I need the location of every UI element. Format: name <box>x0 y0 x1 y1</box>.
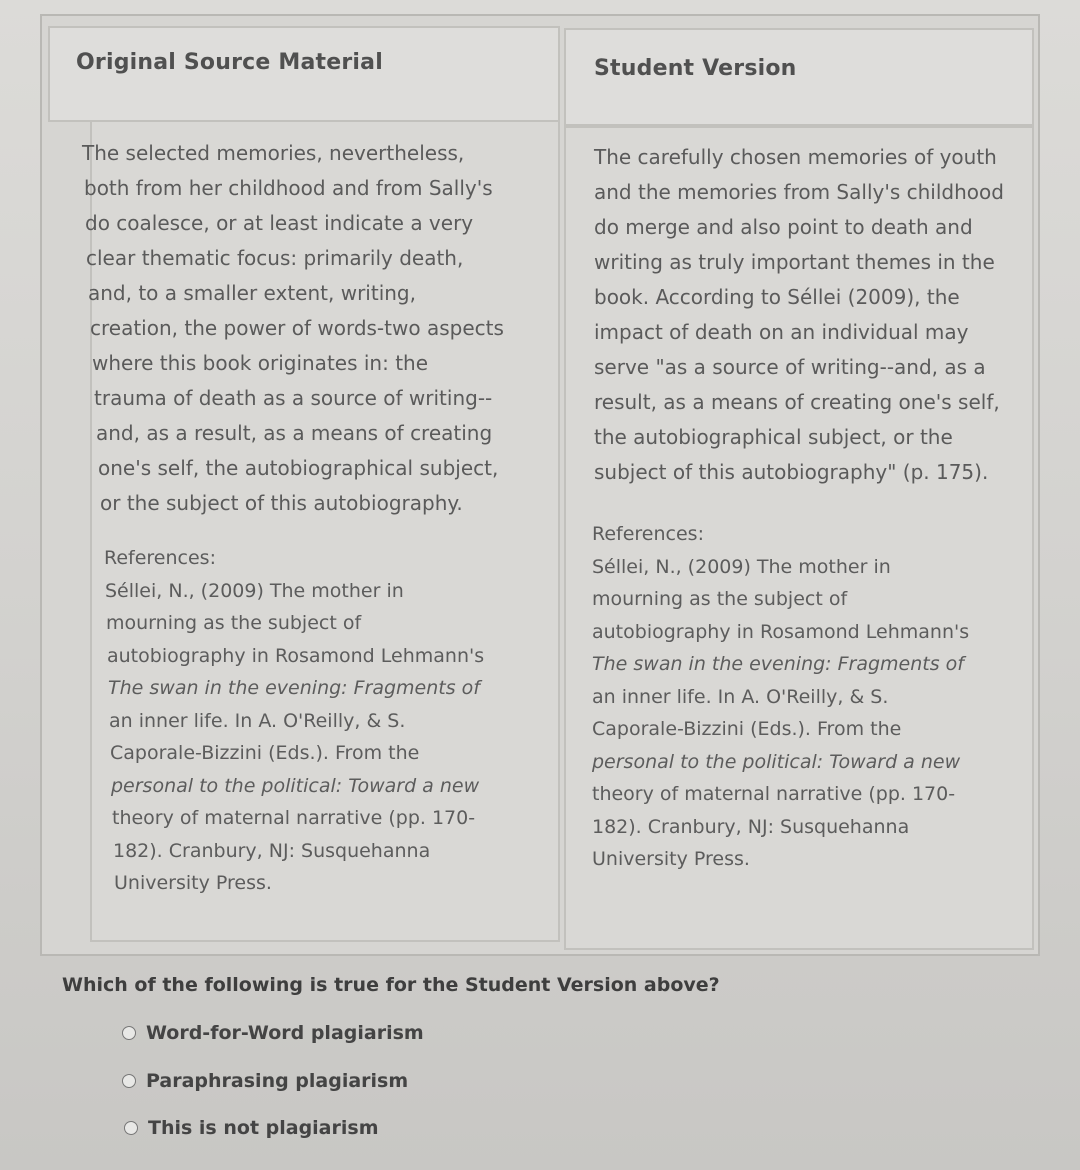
reference-line: mourning as the subject of <box>592 588 848 610</box>
radio-button[interactable] <box>124 1121 138 1135</box>
reference-line: University Press. <box>114 872 272 894</box>
original-line: or the subject of this autobiography. <box>100 491 463 515</box>
original-source-cell <box>82 120 560 942</box>
reference-line: 182). Cranbury, NJ: Susquehanna <box>592 815 910 838</box>
reference-line: autobiography in Rosamond Lehmann's <box>107 644 485 667</box>
original-line: and, to a smaller extent, writing, <box>88 281 416 305</box>
student-line: writing as truly important themes in the <box>594 250 995 274</box>
reference-line: 182). Cranbury, NJ: Susquehanna <box>113 839 431 862</box>
student-version-cell <box>564 126 1034 950</box>
original-source-text <box>82 136 552 521</box>
reference-line: Caporale-Bizzini (Eds.). From the <box>592 718 902 740</box>
student-line: The carefully chosen memories of youth <box>594 145 997 169</box>
reference-line: Séllei, N., (2009) The mother in <box>592 555 891 578</box>
reference-line: The swan in the evening: Fragments of <box>108 677 480 699</box>
reference-line: an inner life. In A. O'Reilly, & S. <box>592 685 889 708</box>
student-line: serve "as a source of writing--and, as a <box>594 355 986 379</box>
header-cell-original <box>48 26 560 122</box>
reference-line: an inner life. In A. O'Reilly, & S. <box>109 709 406 732</box>
comparison-table <box>40 14 1040 956</box>
header-student-version: Student Version <box>594 56 797 81</box>
student-references <box>592 518 1028 876</box>
student-line: do merge and also point to death and <box>594 215 973 239</box>
reference-line: personal to the political: Toward a new <box>111 774 480 797</box>
header-cell-student <box>564 28 1034 126</box>
original-line: creation, the power of words-two aspects <box>90 316 504 340</box>
reference-line: theory of maternal narrative (pp. 170- <box>592 783 956 805</box>
option-word-for-word[interactable] <box>122 1022 424 1044</box>
header-original-source: Original Source Material <box>76 50 383 75</box>
original-line: and, as a result, as a means of creating <box>96 421 493 445</box>
option-not-plagiarism[interactable] <box>124 1117 379 1139</box>
student-version-text <box>594 140 1030 490</box>
student-line: the autobiographical subject, or the <box>594 425 953 449</box>
original-references <box>104 542 544 900</box>
original-line: one's self, the autobiographical subject, <box>98 456 499 480</box>
student-line: result, as a means of creating one's self, <box>594 390 1000 414</box>
option-label: Word-for-Word plagiarism <box>146 1022 424 1044</box>
original-line: do coalesce, or at least indicate a very <box>85 211 474 235</box>
option-label: This is not plagiarism <box>148 1117 379 1139</box>
student-line: book. According to Séllei (2009), the <box>594 285 960 309</box>
original-references-label: References: <box>104 547 216 569</box>
original-line: both from her childhood and from Sally's <box>84 176 493 200</box>
reference-line: University Press. <box>592 848 750 870</box>
student-line: subject of this autobiography" (p. 175). <box>594 460 989 484</box>
reference-line: autobiography in Rosamond Lehmann's <box>592 620 970 643</box>
reference-line: mourning as the subject of <box>106 612 362 634</box>
question-text: Which of the following is true for the Student Version above? <box>62 974 720 996</box>
reference-line: Caporale-Bizzini (Eds.). From the <box>110 742 420 764</box>
option-paraphrasing[interactable] <box>122 1070 408 1092</box>
student-references-label: References: <box>592 523 704 545</box>
radio-button[interactable] <box>122 1026 136 1040</box>
original-line: The selected memories, nevertheless, <box>82 141 465 165</box>
reference-line: personal to the political: Toward a new <box>592 750 961 773</box>
original-line: trauma of death as a source of writing-- <box>94 386 493 410</box>
original-line: where this book originates in: the <box>92 351 429 375</box>
original-line: clear thematic focus: primarily death, <box>86 246 464 270</box>
reference-line: theory of maternal narrative (pp. 170- <box>112 807 476 829</box>
student-line: and the memories from Sally's childhood <box>594 180 1004 204</box>
reference-line: The swan in the evening: Fragments of <box>592 653 964 675</box>
radio-button[interactable] <box>122 1074 136 1088</box>
option-label: Paraphrasing plagiarism <box>146 1070 409 1092</box>
reference-line: Séllei, N., (2009) The mother in <box>105 579 404 602</box>
student-line: impact of death on an individual may <box>594 320 969 344</box>
